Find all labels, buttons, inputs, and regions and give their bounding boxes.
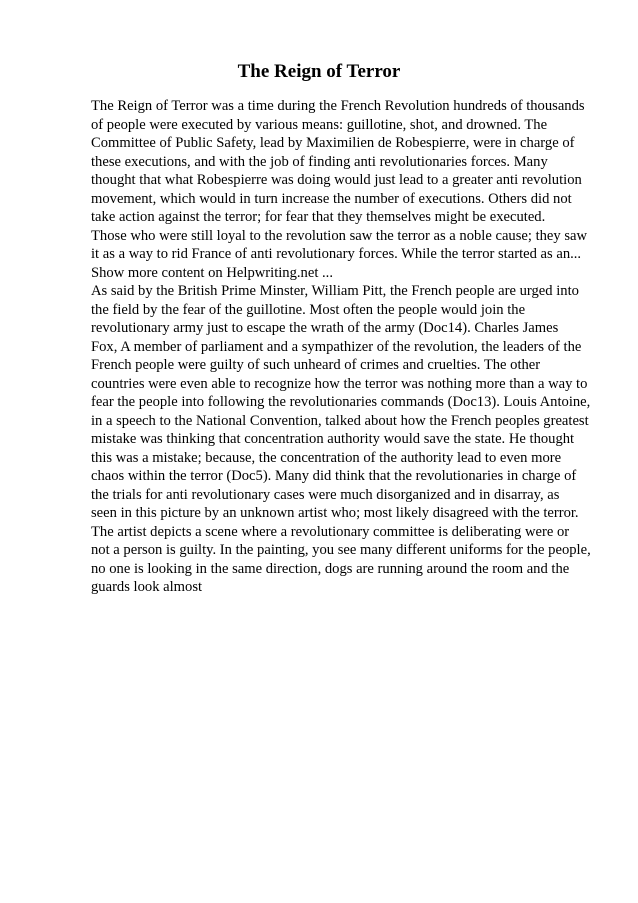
document-title: The Reign of Terror [237, 61, 401, 82]
document-body: The Reign of Terror was a time during the French Revolution hundreds of thousands of people were executed by various means: guillotine, shot, and drowned. The Committee of Public Safety, lead by Maximilien de Robespierre, were in charge of these executions, and with the job of finding anti revolutionaries forces. Many thought that what Robespierre was doing would just lead to a greater anti revolution movement, which would in turn increase the number of executions. Others did not take action against the terror; for fear that they themselves might be executed. Those who were still loyal to the revolution saw the terror as a noble cause; they saw it as a way to rid France of anti revolutionary forces. While the terror started as an... Show more content on Helpwriting.net ... As said by the British Prime Minster, William Pitt, the French people are urged into the field by the fear of the guillotine. Most often the people would join the revolutionary army just to escape the wrath of the army (Doc14). Charles James Fox, A member of parliament and a sympathizer of the revolution, the leaders of the French people were guilty of such unheard of crimes and cruelties. The other countries were even able to recognize how the terror was nothing more than a way to fear the people into following the revolutionaries commands (Doc13). Louis Antoine, in a speech to the National Convention, talked about how the French peoples greatest mistake was thinking that concentration authority would save the state. He thought this was a mistake; because, the concentration of the authority lead to even more chaos within the terror (Doc5). Many did think that the revolutionaries in charge of the trials for anti revolutionary cases were much disorganized and in disarray, as seen in this picture by an unknown artist who; most likely disagreed with the terror. The artist depicts a scene where a revolutionary committee is deliberating were or not a person is guilty. In the painting, you see many different uniforms for the people, no one is looking in the same direction, dogs are running around the room and the guards look almost [91, 98, 591, 595]
